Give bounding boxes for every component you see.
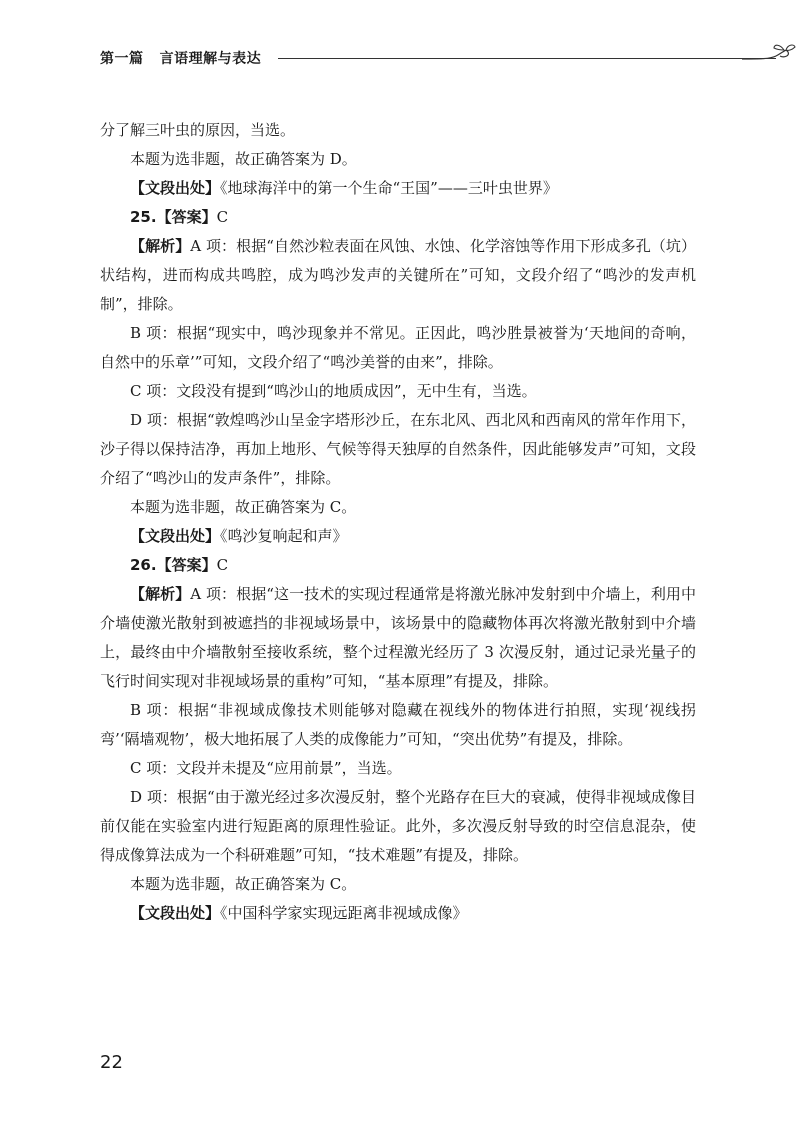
paragraph-source: 【文段出处】《地球海洋中的第一个生命“王国”——三叶虫世界》 xyxy=(130,179,558,197)
running-header xyxy=(100,42,700,76)
label-answer: 【答案】 xyxy=(156,208,217,226)
paragraph-option-d: D 项：根据“由于激光经过多次漫反射，整个光路存在巨大的衰减，使得非视域成像目前仅能在实验室内进行短距离的原理性验证。此外，多次漫反射导致的时空信息混杂，使得成像算法成为一个科研难题”可知，“技术难题”有提及，排除。 xyxy=(100,788,696,864)
label-source: 【文段出处】 xyxy=(130,904,221,922)
header-title xyxy=(100,48,261,68)
paragraph-option-c: C 项：文段没有提到“鸣沙山的地质成因”，无中生有，当选。 xyxy=(130,382,537,400)
label-source: 【文段出处】 xyxy=(130,179,221,197)
paragraph-option-d: D 项：根据“敦煌鸣沙山呈金字塔形沙丘，在东北风、西北风和西南风的常年作用下，沙子得以保持洁净，再加上地形、气候等得天独厚的自然条件，因此能够发声”可知，文段介绍了“鸣沙山的发声条件”，排除。 xyxy=(100,411,696,487)
paragraph-answer-c: 本题为选非题，故正确答案为 C。 xyxy=(130,875,357,893)
label-analysis: 【解析】 xyxy=(130,585,191,603)
sprout-icon xyxy=(740,42,800,76)
paragraph-source: 【文段出处】《鸣沙复响起和声》 xyxy=(130,527,348,545)
question-number: 25. xyxy=(130,208,157,226)
question-26-answer: 26.【答案】C xyxy=(130,556,229,574)
paragraph-option-b: B 项：根据“现实中，鸣沙现象并不常见。正因此，鸣沙胜景被誉为‘天地间的奇响，自然中的乐章’”可知，文段介绍了“鸣沙美誉的由来”，排除。 xyxy=(100,324,696,371)
label-analysis: 【解析】 xyxy=(130,237,191,255)
paragraph-option-b: B 项：根据“非视域成像技术则能够对隐藏在视线外的物体进行拍照，实现‘视线拐弯’‘隔墙观物’，极大地拓展了人类的成像能力”可知，“突出优势”有提及，排除。 xyxy=(100,701,696,748)
paragraph-analysis-a: 【解析】A 项：根据“自然沙粒表面在风蚀、水蚀、化学溶蚀等作用下形成多孔（坑）状结构，进而构成共鸣腔，成为鸣沙发声的关键所在”可知，文段介绍了“鸣沙的发声机制”，排除。 xyxy=(100,237,696,313)
paragraph-option-c: C 项：文段并未提及“应用前景”，当选。 xyxy=(130,759,402,777)
label-source: 【文段出处】 xyxy=(130,527,221,545)
paragraph-answer-d: 本题为选非题，故正确答案为 D。 xyxy=(130,150,357,168)
header-section-title: 言语理解与表达 xyxy=(159,51,262,67)
paragraph-cont: 分了解三叶虫的原因，当选。 xyxy=(100,121,296,139)
label-answer: 【答案】 xyxy=(156,556,217,574)
header-part: 第一篇 xyxy=(100,51,144,67)
paragraph-source: 【文段出处】《中国科学家实现远距离非视域成像》 xyxy=(130,904,468,922)
answer-explanation-body xyxy=(100,116,696,928)
page-number: 22 xyxy=(100,1052,123,1073)
question-number: 26. xyxy=(130,556,157,574)
header-rule xyxy=(278,58,776,59)
question-25-answer: 25.【答案】C xyxy=(130,208,229,226)
paragraph-answer-c: 本题为选非题，故正确答案为 C。 xyxy=(130,498,357,516)
paragraph-analysis-a: 【解析】A 项：根据“这一技术的实现过程通常是将激光脉冲发射到中介墙上，利用中介墙使激光散射到被遮挡的非视域场景中，该场景中的隐藏物体再次将激光散射到中介墙上，最终由中介墙散射至接收系统，整个过程激光经历了 3 次漫反射，通过记录光量子的飞行时间实现对非视域场景的重构”可知，“基本原理”有提及，排除。 xyxy=(100,585,696,690)
